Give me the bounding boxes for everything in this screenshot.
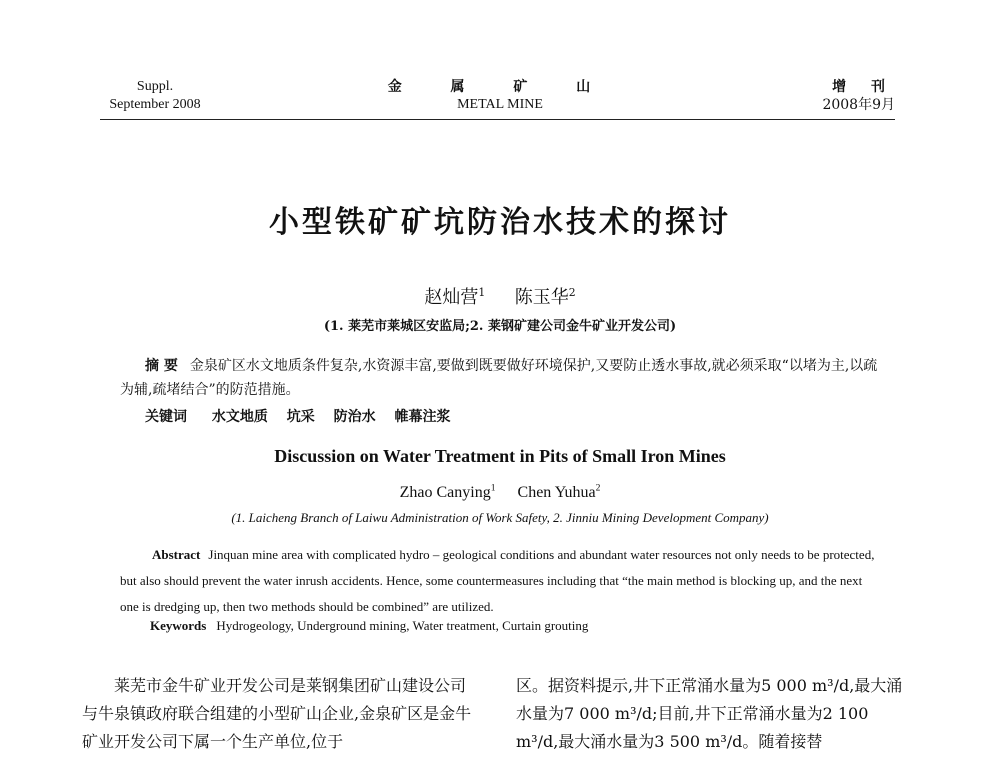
keyword-item: 坑采	[286, 409, 315, 425]
english-author-name: Zhao Canying	[399, 484, 491, 501]
keyword-item: 防治水	[333, 409, 376, 425]
english-abstract-text: Jinquan mine area with complicated hydro – geological conditions and abundant water resources not only needs to be protected, but also should prevent the water inrush accidents. Hence, some countermeasures including that “the main method is blocking up, and the next one is dredging up, then two methods should be combined” are utilized.	[120, 547, 875, 614]
keywords-cn-label: 关键词	[145, 409, 187, 425]
abstract-cn	[120, 354, 880, 402]
english-keywords-text: Hydrogeology, Underground mining, Water treatment, Curtain grouting	[216, 618, 589, 633]
english-author-affil-mark: 1	[490, 482, 496, 494]
author-affil-mark: 1	[478, 286, 486, 299]
supplement-label-cn: 增 刊	[832, 79, 895, 95]
body-column-right: 区。据资料提示,井下正常涌水量为5 000 m³/d,最大涌水量为7 000 m³/d;目前,井下正常涌水量为2 100 m³/d,最大涌水量为3 500 m³/d。随着接替	[516, 676, 903, 751]
journal-name-en: METAL MINE	[457, 97, 543, 112]
english-author-affil-mark: 2	[595, 482, 601, 494]
journal-supplement-label: Suppl.	[136, 79, 174, 94]
running-header-center	[350, 78, 650, 114]
english-author-name: Chen Yuhua	[517, 484, 596, 501]
author-name: 赵灿营	[424, 287, 479, 308]
abstract-cn-label: 摘 要	[145, 358, 178, 374]
issue-date-en: September 2008	[109, 97, 201, 112]
keywords-cn	[145, 406, 465, 428]
english-keywords	[150, 618, 588, 634]
header-rule	[100, 119, 895, 120]
keyword-item: 帷幕注浆	[394, 409, 451, 425]
journal-name-cn: 金 属 矿 山	[387, 79, 613, 95]
english-author-list	[0, 484, 1000, 502]
author-list	[0, 283, 1000, 309]
author-name: 陈玉华	[514, 287, 569, 308]
english-title: Discussion on Water Treatment in Pits of Small Iron Mines	[274, 446, 726, 466]
keyword-item: 水文地质	[211, 409, 268, 425]
english-affiliation: (1. Laicheng Branch of Laiwu Administration of Work Safety, 2. Jinniu Mining Development Company)	[231, 510, 769, 525]
author-affiliation: (1. 莱芜市莱城区安监局;2. 莱钢矿建公司金牛矿业开发公司)	[323, 319, 677, 334]
abstract-cn-text: 金泉矿区水文地质条件复杂,水资源丰富,要做到既要做好环境保护,又要防止透水事故,就必须采取“以堵为主,以疏为辅,疏堵结合”的防范措施。	[120, 358, 878, 398]
author-affil-mark: 2	[568, 286, 576, 299]
body-column-left: 莱芜市金牛矿业开发公司是莱钢集团矿山建设公司与牛泉镇政府联合组建的小型矿山企业,金泉矿区是金牛矿业开发公司下属一个生产单位,位于	[82, 676, 472, 751]
english-keywords-label: Keywords	[150, 618, 207, 633]
english-abstract-label: Abstract	[152, 547, 201, 562]
issue-date-cn: 2008年9月	[822, 97, 895, 113]
english-abstract	[120, 542, 880, 620]
running-header-right	[795, 78, 895, 114]
paper-title: 小型铁矿矿坑防治水技术的探讨	[269, 205, 731, 240]
running-header-left	[100, 78, 210, 114]
